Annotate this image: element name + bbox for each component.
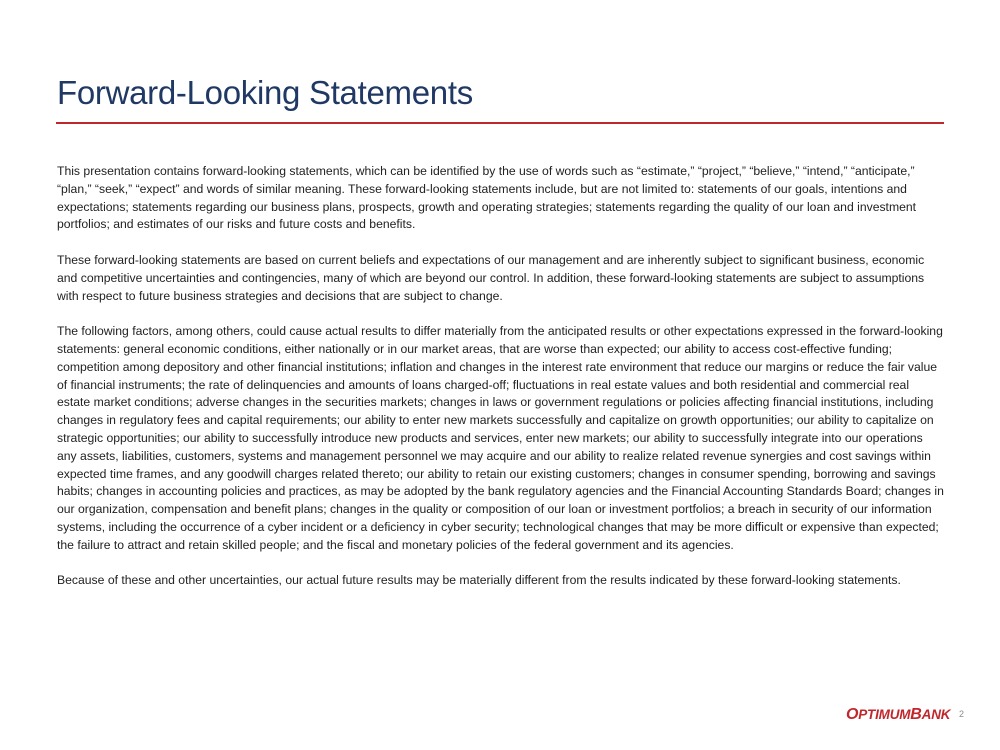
paragraph-intro: This presentation contains forward-looking statements, which can be identified by the use of words such as “estimate,” “project,” “believe,” “intend,” “anticipate,” “plan,” “seek,” “expect” and words of similar meaning. These forward-looking statements include, but are not limited to: statements of our goals, intentions and expectations; statements regarding our business plans, prospects, growth and operating strategies; statements regarding the quality of our loan and investment portfolios; and estimates of our risks and future costs and benefits. <box>57 164 917 232</box>
optimumbank-logo <box>846 706 950 724</box>
statement-body <box>57 163 944 608</box>
paragraph-risk-factors: The following factors, among others, could cause actual results to differ materially from the anticipated results or other expectations expressed in the forward-looking statements: general economic conditions, either nationally or in our market areas, that are worse than expected; our ability to access cost-effective funding; competition among depository and other financial institutions; inflation and changes in the interest rate environment that reduce our margins or reduce the fair value of financial instruments; the rate of delinquencies and amounts of loans charged-off; fluctuations in real estate values and both residential and commercial real estate market conditions; adverse changes in the securities markets; changes in laws or government regulations or policies affecting financial institutions, including changes in regulatory fees and capital requirements; our ability to enter new markets successfully and capitalize on growth opportunities; our ability to capitalize on strategic opportunities; our ability to successfully introduce new products and services, enter new markets; our ability to successfully integrate into our operations any assets, liabilities, customers, systems and management personnel we may acquire and our ability to realize related revenue synergies and cost savings within expected time frames, and any goodwill charges related thereto; our ability to retain our existing customers; changes in consumer spending, borrowing and savings habits; changes in accounting policies and practices, as may be adopted by the bank regulatory agencies and the Financial Accounting Standards Board; changes in our organization, compensation and benefit plans; changes in the quality or composition of our loan or investment portfolios; a breach in security of our information systems, including the occurrence of a cyber incident or a deficiency in cyber security; technological changes that may be more difficult or expensive than expected; the failure to attract and retain skilled people; and the fiscal and monetary policies of the federal government and its agencies. <box>57 324 944 552</box>
paragraph-beliefs: These forward-looking statements are based on current beliefs and expectations of our management and are inherently subject to significant business, economic and competitive uncertainties and contingencies, many of which are beyond our control. In addition, these forward-looking statements are subject to assumptions with respect to future business strategies and decisions that are subject to change. <box>57 252 925 303</box>
logo-letter-b: B <box>910 706 922 723</box>
slide-title: Forward-Looking Statements <box>57 74 473 111</box>
logo-word-ank: ANK <box>921 707 951 722</box>
page-number: 2 <box>959 709 965 719</box>
paragraph-conclusion: Because of these and other uncertainties, our actual future results may be materially different from the results indicated by these forward-looking statements. <box>57 573 901 588</box>
logo-word-ptimum: PTIMUM <box>858 707 911 722</box>
logo-letter-o: O <box>846 706 859 723</box>
title-divider <box>56 122 944 124</box>
